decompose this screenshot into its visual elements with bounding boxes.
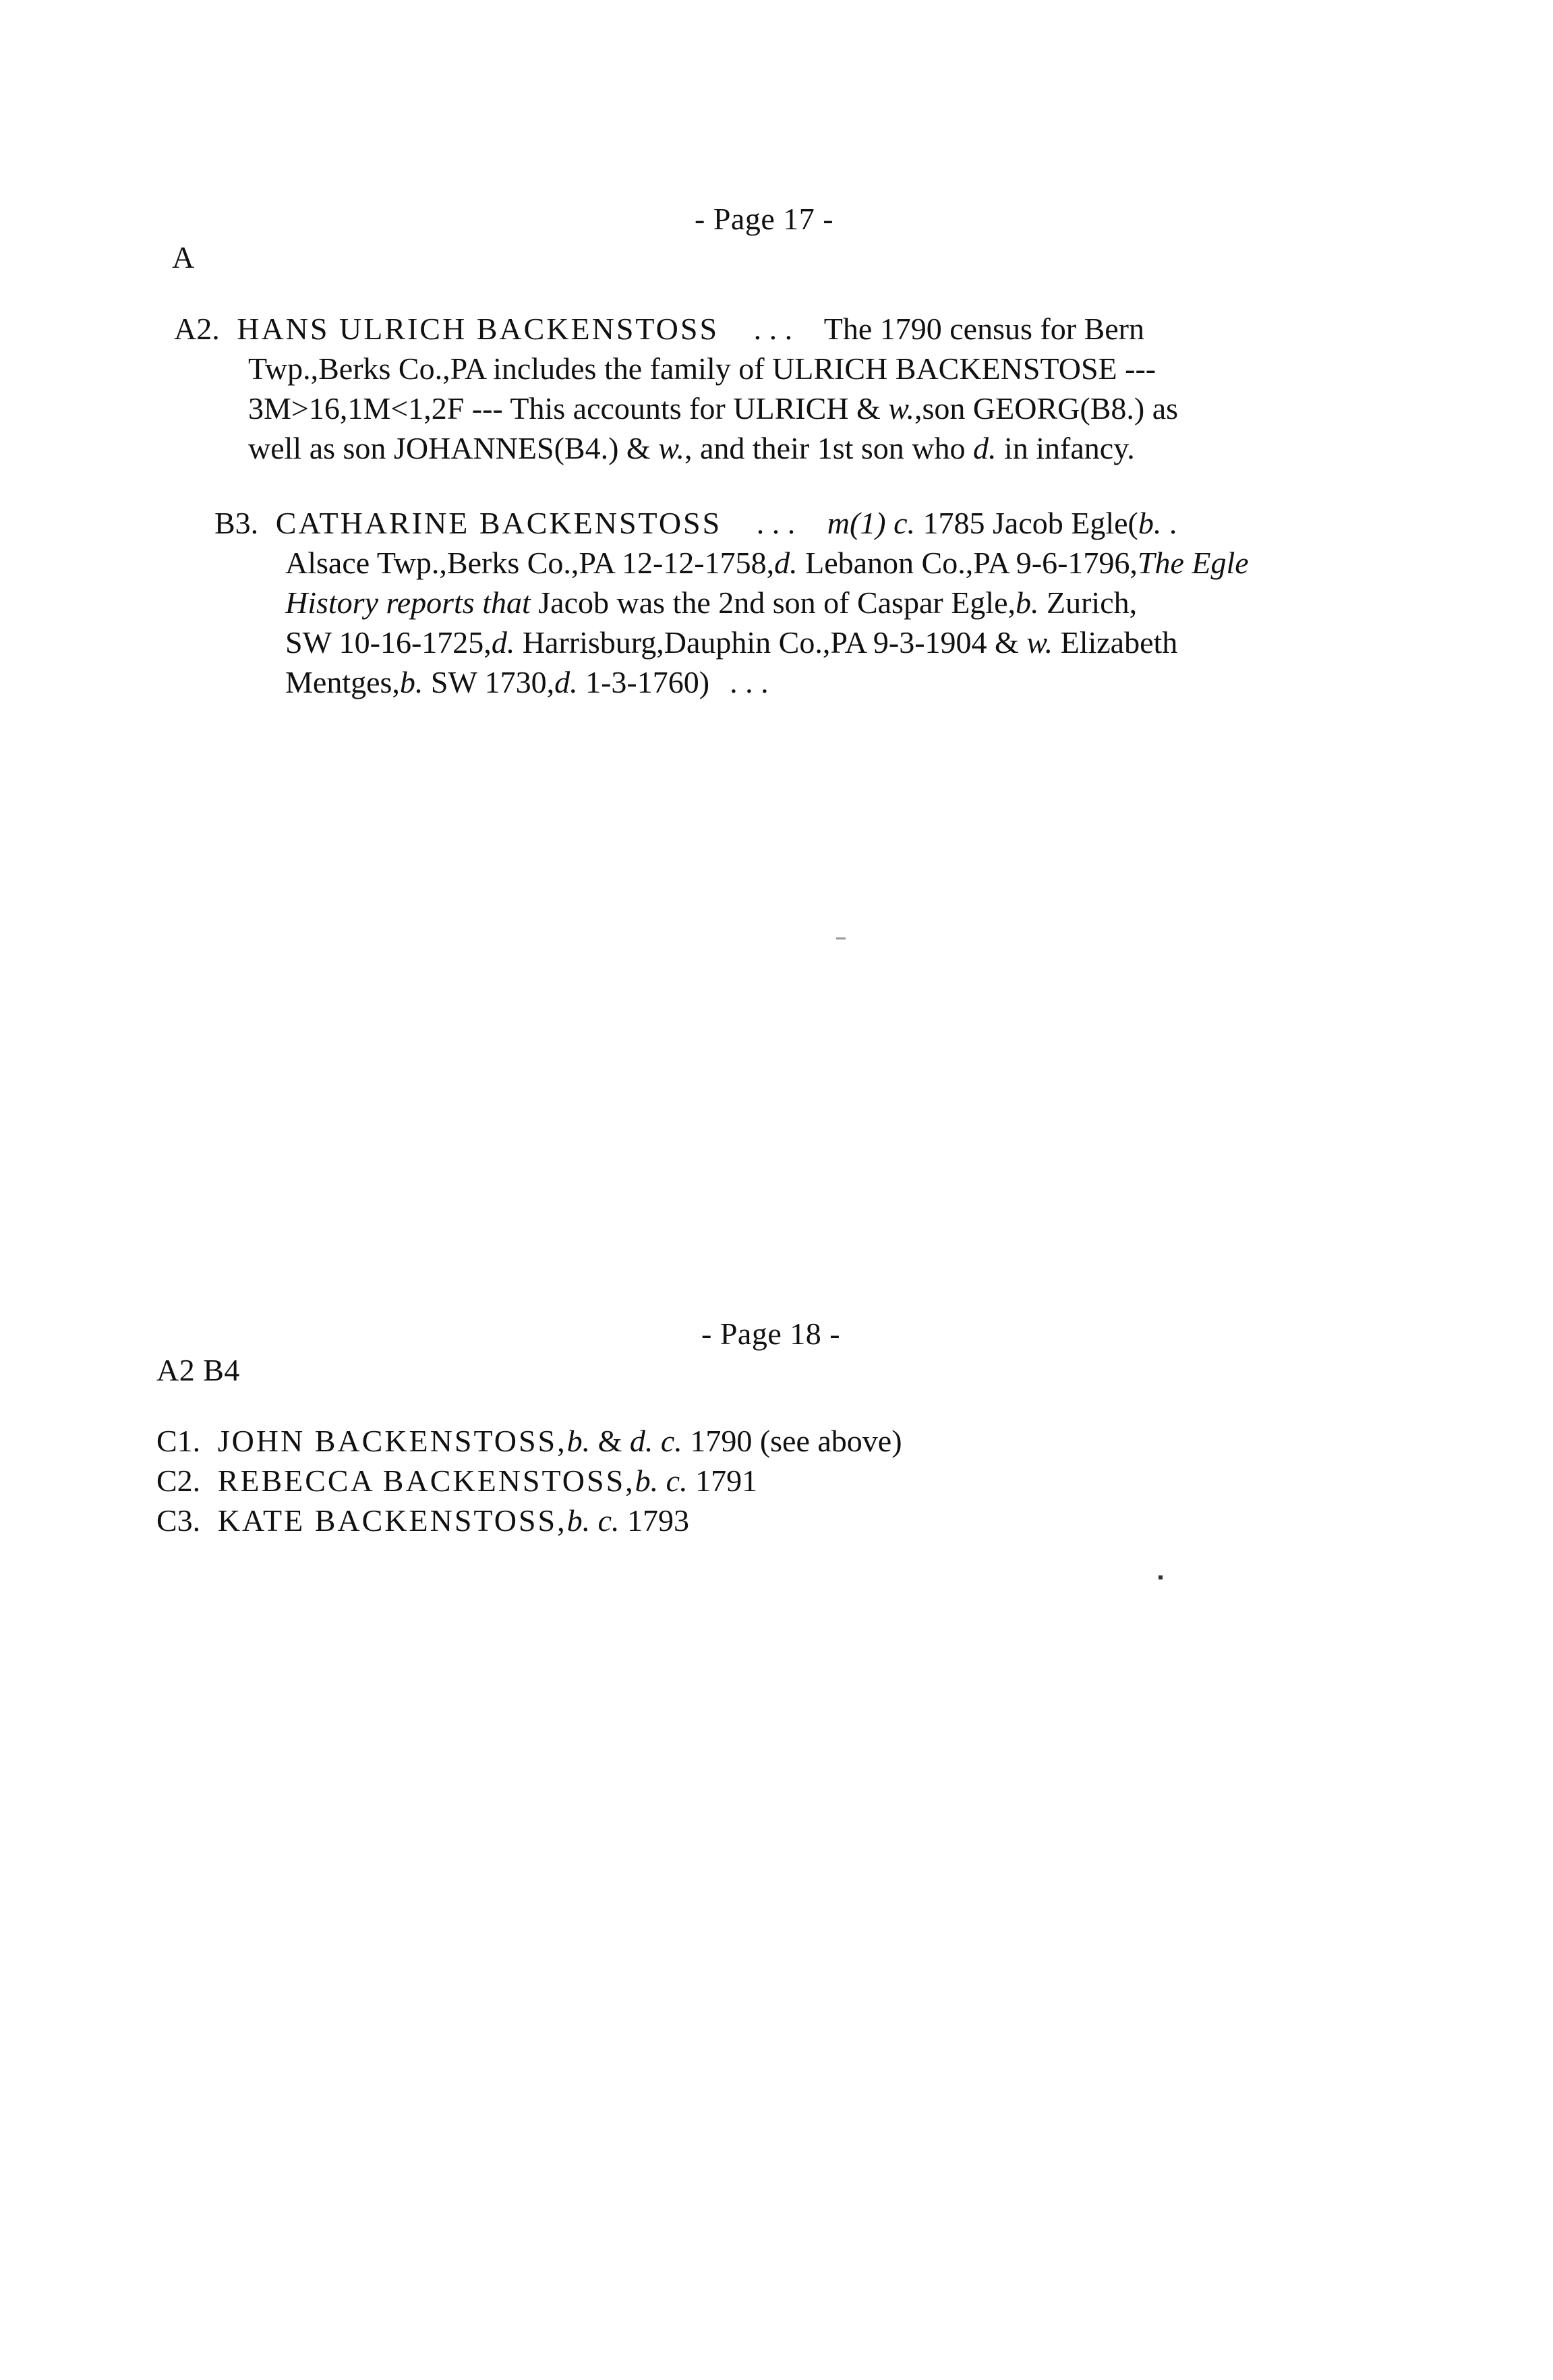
entry-a2-name: HANS ULRICH BACKENSTOSS bbox=[237, 312, 720, 346]
entry-c2 bbox=[156, 1461, 1438, 1501]
entry-b3-line1-rest: 1785 Jacob Egle( bbox=[915, 506, 1138, 540]
entry-c2-label: C2. bbox=[156, 1463, 201, 1498]
entry-c2-c: c. bbox=[658, 1463, 688, 1498]
entry-a2-line4-c: in infancy. bbox=[996, 431, 1135, 465]
entry-b3-line2-b: Lebanon Co.,PA 9-6-1796, bbox=[797, 546, 1138, 580]
entry-c3-rest: 1793 bbox=[619, 1503, 690, 1538]
page-17-header: - Page 17 - bbox=[695, 202, 834, 236]
entry-c3-c: c. bbox=[590, 1503, 620, 1538]
entry-a2-line4-a: well as son JOHANNES(B4.) & bbox=[248, 431, 659, 465]
entry-c2-name: REBECCA BACKENSTOSS, bbox=[217, 1463, 635, 1498]
entry-c1-amp: & bbox=[590, 1424, 630, 1458]
page-18-header: - Page 18 - bbox=[701, 1316, 841, 1351]
entry-b3-line-3 bbox=[214, 583, 1496, 622]
entry-b3-line-2 bbox=[214, 543, 1496, 583]
entry-a2-line3-w: w. bbox=[888, 391, 915, 426]
entry-b3-line1-end: . bbox=[1161, 506, 1177, 540]
entry-b3-name: CATHARINE BACKENSTOSS bbox=[275, 506, 722, 540]
entry-a2-line-1 bbox=[174, 309, 1455, 349]
entry-c3-b: b. bbox=[566, 1503, 591, 1538]
entry-b3-line3-b: b. bbox=[1016, 585, 1039, 620]
page-18-margin-mark: A2 B4 bbox=[156, 1353, 240, 1387]
entry-b3-line4-a: SW 10-16-1725, bbox=[285, 625, 492, 660]
entry-a2-line4-w: w. bbox=[658, 431, 684, 465]
entry-b3-line-4 bbox=[214, 622, 1496, 662]
entry-b3-line5-c: SW 1730, bbox=[423, 665, 555, 699]
entry-b3-dots: . . . bbox=[756, 506, 796, 540]
entry-c3 bbox=[156, 1501, 1438, 1540]
entry-b3-line2-d: d. bbox=[774, 546, 798, 580]
entry-c3-label: C3. bbox=[156, 1503, 201, 1538]
entry-a2-line4-b: , and their 1st son who bbox=[684, 431, 973, 465]
entry-b3-line-1 bbox=[214, 503, 1496, 543]
entry-a2-line-2 bbox=[174, 349, 1455, 388]
scan-speck bbox=[1159, 1575, 1163, 1579]
entry-a2-label: A2. bbox=[174, 312, 220, 346]
entry-c2-b: b. bbox=[635, 1463, 659, 1498]
entry-b3-line2-a: Alsace Twp.,Berks Co.,PA 12-12-1758, bbox=[285, 546, 775, 580]
entry-b3-line5-d: d. bbox=[554, 665, 578, 699]
entry-b3-line3-rest: Jacob was the 2nd son of Caspar Egle, bbox=[530, 585, 1016, 620]
entry-c1-label: C1. bbox=[156, 1424, 201, 1458]
entry-b3-line1-b: b. bbox=[1138, 506, 1162, 540]
page-18-entries bbox=[156, 1421, 1438, 1540]
entry-b3-line-5 bbox=[214, 662, 1496, 702]
entry-c1-c: c. bbox=[653, 1424, 682, 1458]
entry-b3 bbox=[214, 503, 1496, 702]
entry-b3-label: B3. bbox=[214, 506, 259, 540]
entry-b3-line3-end: Zurich, bbox=[1038, 585, 1138, 620]
entry-b3-line1-m: m(1) c. bbox=[827, 506, 915, 540]
entry-b3-line5-e: 1-3-1760) bbox=[577, 665, 710, 699]
scan-speck bbox=[836, 937, 846, 939]
page-17-margin-mark: A bbox=[172, 240, 195, 274]
entry-a2-line-3 bbox=[174, 388, 1455, 428]
entry-c1-b: b. bbox=[566, 1424, 591, 1458]
entry-c1-d: d. bbox=[629, 1424, 653, 1458]
entry-b3-line4-c: Elizabeth bbox=[1053, 625, 1178, 660]
entry-c2-rest: 1791 bbox=[687, 1463, 758, 1498]
entry-a2-line-4 bbox=[174, 428, 1455, 468]
entry-a2 bbox=[174, 309, 1455, 468]
entry-b3-line5-a: Mentges, bbox=[285, 665, 400, 699]
entry-a2-line1-rest: The 1790 census for Bern bbox=[823, 312, 1144, 346]
entry-b3-line4-d: d. bbox=[491, 625, 515, 660]
entry-c1-name: JOHN BACKENSTOSS, bbox=[217, 1424, 567, 1458]
entry-b3-line3-italic: History reports that bbox=[285, 585, 531, 620]
entry-b3-line5-b: b. bbox=[399, 665, 423, 699]
entry-b3-line2-italic: The Egle bbox=[1137, 546, 1249, 580]
entry-c3-name: KATE BACKENSTOSS, bbox=[217, 1503, 567, 1538]
entry-a2-line4-d: d. bbox=[973, 431, 997, 465]
entry-b3-line4-b: Harrisburg,Dauphin Co.,PA 9-3-1904 & bbox=[515, 625, 1027, 660]
entry-b3-line4-w: w. bbox=[1026, 625, 1053, 660]
entry-a2-line2-text: Twp.,Berks Co.,PA includes the family of ULRICH BACKENSTOSE --- bbox=[248, 351, 1156, 386]
entry-c1 bbox=[156, 1421, 1438, 1461]
entry-a2-dots: . . . bbox=[753, 312, 793, 346]
entry-a2-line3-b: ,son GEORG(B8.) as bbox=[914, 391, 1179, 426]
entry-c1-rest: 1790 (see above) bbox=[682, 1424, 902, 1458]
entry-b3-line5-dots: . . . bbox=[730, 665, 769, 699]
entry-a2-line3-a: 3M>16,1M<1,2F --- This accounts for ULRICH & bbox=[248, 391, 889, 426]
